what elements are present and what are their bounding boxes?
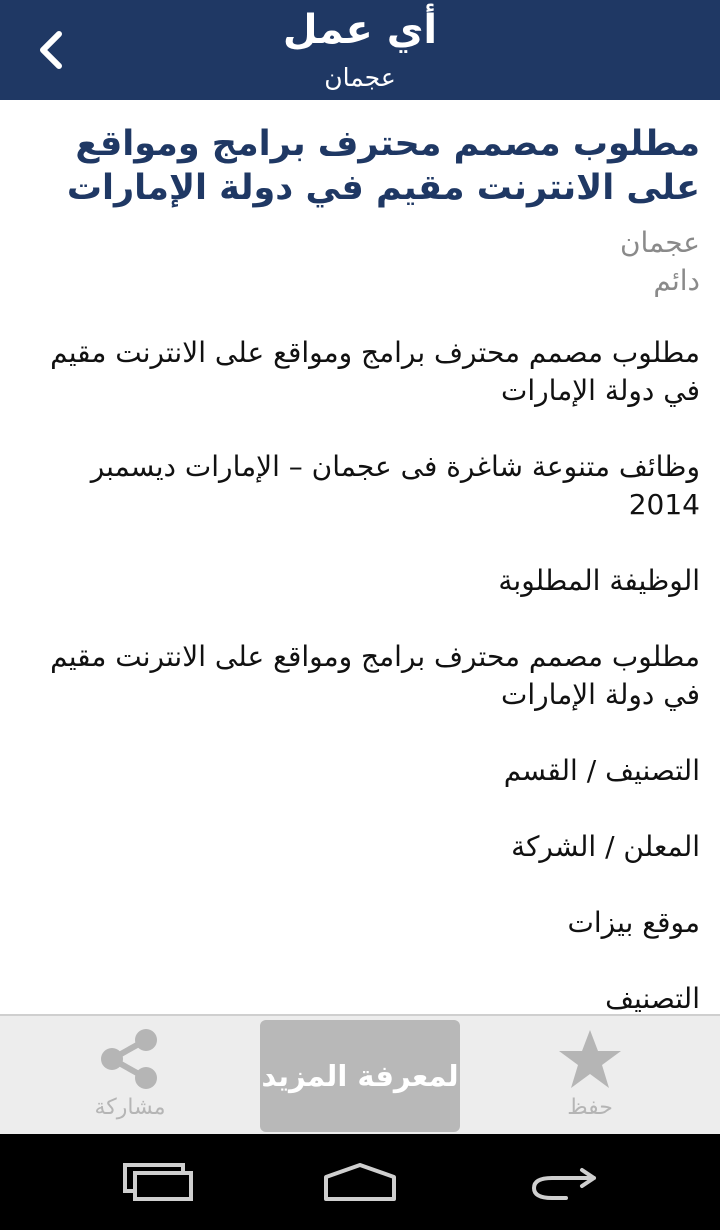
- job-details-scroll[interactable]: [0, 100, 720, 1014]
- app-title: أي عمل: [282, 7, 438, 53]
- recent-apps-button[interactable]: [108, 1152, 208, 1212]
- recent-apps-icon: [122, 1162, 194, 1202]
- description-paragraph: التصنيف / القسم: [503, 754, 700, 787]
- home-button[interactable]: [310, 1152, 410, 1212]
- job-type: دائم: [653, 264, 700, 297]
- description-paragraph: المعلن / الشركة: [511, 830, 700, 863]
- app-header: [0, 0, 720, 100]
- description-paragraph: وظائف متنوعة شاغرة فى عجمان – الإمارات ديسمبر 2014: [90, 450, 700, 521]
- description-paragraph: مطلوب مصمم محترف برامج ومواقع على الانترنت مقيم في دولة الإمارات: [50, 336, 700, 407]
- description-paragraph: التصنيف: [605, 982, 700, 1014]
- back-arrow-icon: [526, 1162, 598, 1202]
- job-title: مطلوب مصمم محترف برامج ومواقع على الانترنت مقيم في دولة الإمارات: [66, 124, 700, 208]
- save-label: حفظ: [567, 1095, 613, 1120]
- system-navigation-bar: [0, 1134, 720, 1230]
- share-icon: [98, 1028, 162, 1090]
- location-subtitle: عجمان: [324, 63, 396, 92]
- home-icon: [322, 1161, 398, 1203]
- share-button[interactable]: [40, 1020, 220, 1130]
- action-bar: [0, 1014, 720, 1134]
- save-button[interactable]: [500, 1020, 680, 1130]
- star-icon: [557, 1028, 623, 1090]
- description-paragraph: موقع بيزات: [567, 906, 700, 939]
- description-paragraph: الوظيفة المطلوبة: [498, 564, 700, 597]
- description-paragraph: مطلوب مصمم محترف برامج ومواقع على الانترنت مقيم في دولة الإمارات: [50, 640, 700, 711]
- share-label: مشاركة: [94, 1095, 166, 1120]
- job-description: [22, 334, 700, 1014]
- back-system-button[interactable]: [512, 1152, 612, 1212]
- learn-more-button[interactable]: لمعرفة المزيد: [260, 1020, 460, 1132]
- job-location: عجمان: [619, 226, 700, 259]
